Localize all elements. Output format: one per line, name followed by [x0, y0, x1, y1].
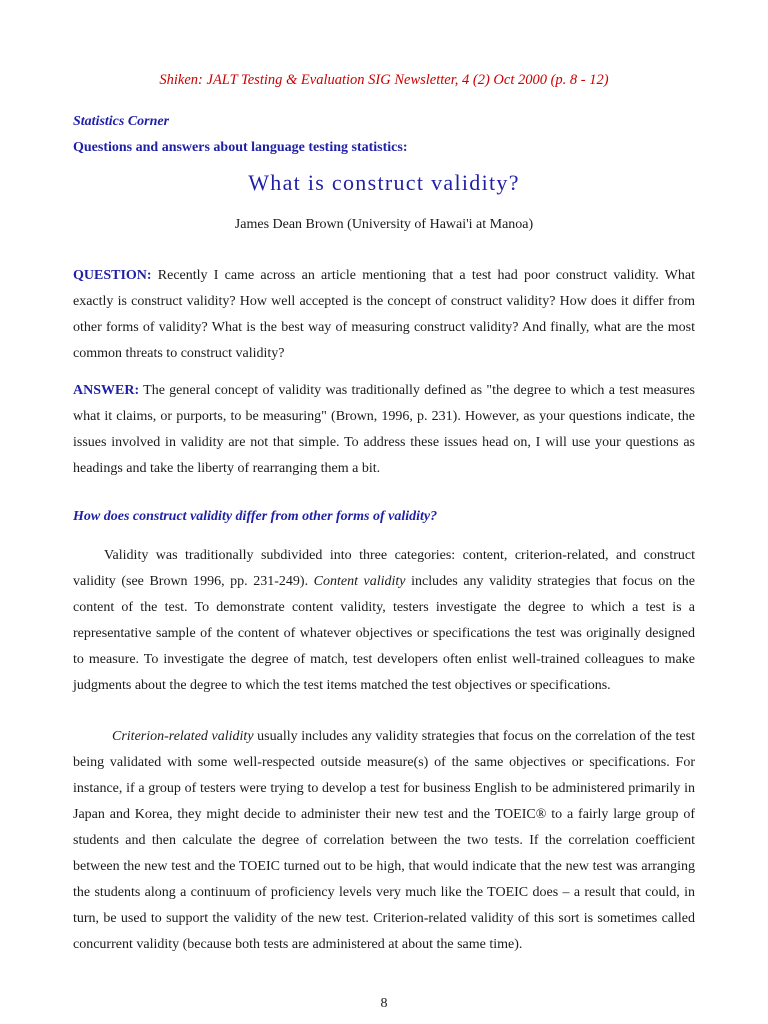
- answer-paragraph: [73, 378, 695, 482]
- page-number: 8: [380, 996, 388, 1011]
- answer-text: The general concept of validity was traditionally defined as "the degree to which a test measures what it claims, or purports, to be measuring" (Brown, 1996, p. 231). However, as your questions indicate, the issues involved in validity are not that simple. To address these issues head on, I will use your questions as headings and take the liberty of rearranging them a bit.: [73, 383, 695, 476]
- question-text: Recently I came across an article mentioning that a test had poor construct validity. What exactly is construct validity? How well accepted is the concept of construct validity? How does it differ from other forms of validity? What is the best way of measuring construct validity? And finally, what are the most common threats to construct validity?: [73, 268, 695, 361]
- body-paragraph-criterion-validity: [73, 724, 695, 958]
- qa-heading: Questions and answers about language testing statistics:: [73, 140, 408, 155]
- question-label: QUESTION:: [73, 268, 152, 283]
- header-prefix: Shiken: JALT Testing & Evaluation SIG Newsletter,: [159, 72, 462, 88]
- para2-text-b: usually includes any validity strategies that focus on the correlation of the test being validated with some well-respected outside measure(s) of the same objectives or specifications. For instance, if a group of testers were trying to develop a test for business English to be administered primarily in Japan and Korea, they might decide to administer their new test and the TOEIC® to a fairly large group of students and then calculate the degree of correlation between the two tests. If the correlation coefficient between the new test and the TOEIC turned out to be high, that would indicate that the new test was arranging the students along a continuum of proficiency levels very much like the TOEIC does – a result that could, in turn, be used to support the validity of the new test. Criterion-related validity of this sort is sometimes called concurrent validity (because both tests are administered at about the same time).: [73, 729, 696, 952]
- question-paragraph: [73, 263, 695, 367]
- article-title: What is construct validity?: [248, 170, 520, 195]
- body-paragraph-content-validity: [73, 543, 695, 699]
- para1-text-b: includes any validity strategies that focus on the content of the test. To demonstrate content validity, testers investigate the degree to which a test is a representative sample of the content of whatever objectives or specifications the test was originally designed to measure. To investigate the degree of match, test developers often enlist well-trained colleagues to make judgments about the degree to which the test items matched the test objectives or specifications.: [73, 574, 695, 693]
- header-suffix: (2) Oct 2000 (p. 8 - 12): [469, 72, 609, 88]
- para1-text-a: Validity was traditionally subdivided into three categories: content, criterion-related, and construct validity (see Brown 1996, pp. 231-249).: [73, 548, 695, 589]
- answer-label: ANSWER:: [73, 383, 140, 398]
- article-author: James Dean Brown (University of Hawai'i at Manoa): [234, 217, 534, 232]
- section-subheading: How does construct validity differ from other forms of validity?: [73, 509, 438, 524]
- newsletter-header: [73, 72, 695, 89]
- header-volume: 4: [462, 72, 470, 88]
- statistics-corner-label: Statistics Corner: [73, 114, 170, 129]
- para1-term: Content validity: [313, 574, 406, 589]
- para2-term: Criterion-related validity: [112, 729, 254, 744]
